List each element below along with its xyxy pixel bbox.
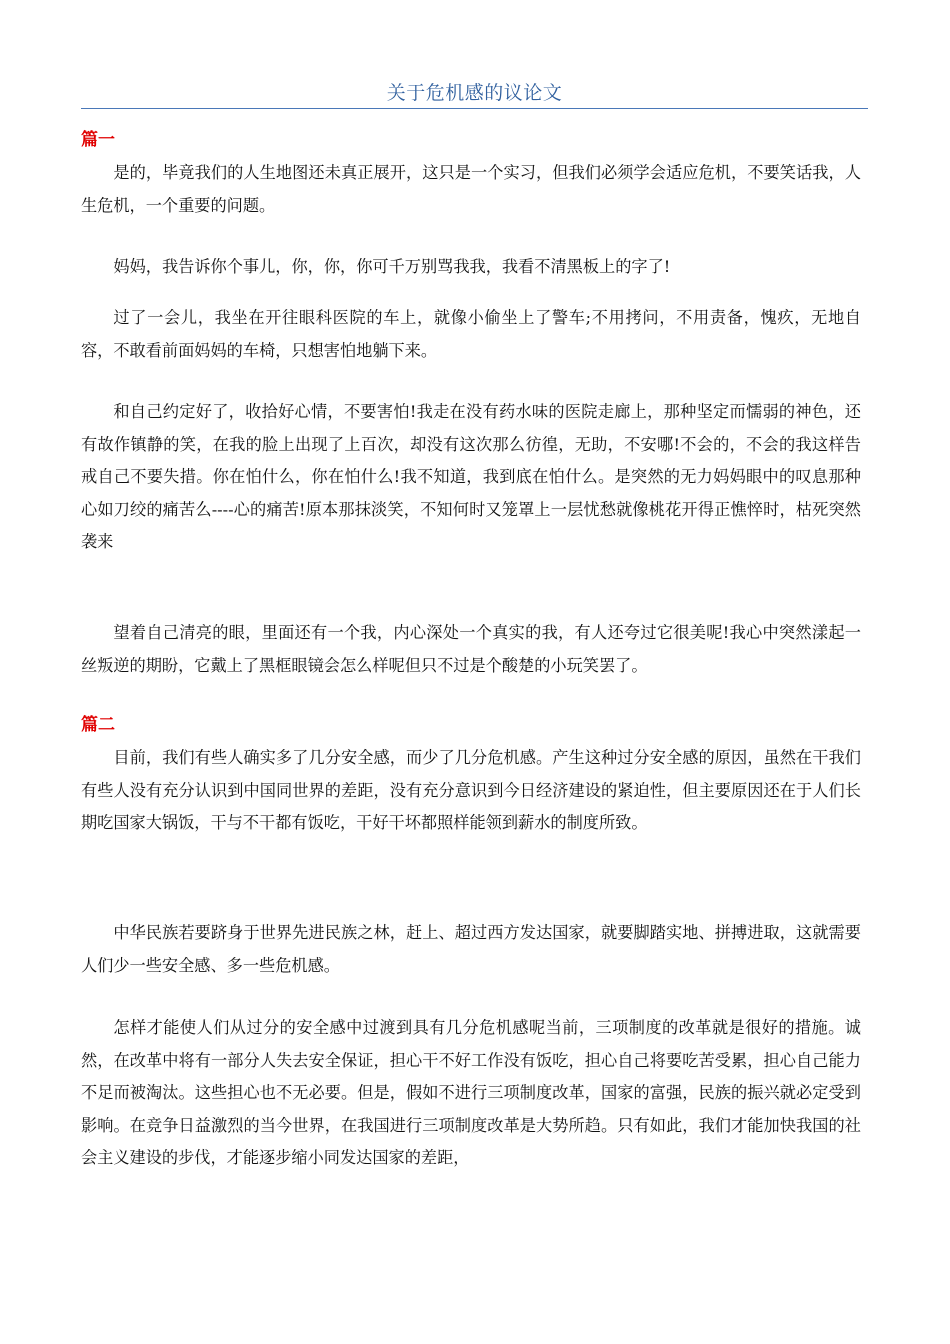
paragraph: 目前，我们有些人确实多了几分安全感，而少了几分危机感。产生这种过分安全感的原因，虽然在干我们有些人没有充分认识到中国同世界的差距，没有充分意识到今日经济建设的紧迫性，但主要原因还在于人们长期吃国家大锅饭，干与不干都有饭吃，干好干坏都照样能领到薪水的制度所致。 — [81, 748, 861, 832]
paragraph: 望着自己清亮的眼，里面还有一个我，内心深处一个真实的我，有人还夸过它很美呢!我心中突然漾起一丝叛逆的期盼，它戴上了黑框眼镜会怎么样呢但只不过是个酸楚的小玩笑罢了。 — [81, 623, 861, 675]
document-header — [81, 80, 868, 109]
paragraph: 妈妈，我告诉你个事儿，你，你，你可千万别骂我我，我看不清黑板上的字了! — [113, 257, 671, 276]
paragraph: 是的，毕竟我们的人生地图还未真正展开，这只是一个实习，但我们必须学会适应危机，不要笑话我，人生危机，一个重要的问题。 — [81, 163, 861, 215]
paragraph: 怎样才能使人们从过分的安全感中过渡到具有几分危机感呢当前，三项制度的改革就是很好的措施。诚然，在改革中将有一部分人失去安全保证，担心干不好工作没有饭吃，担心自己将要吃苦受累，担心自己能力不足而被淘汰。这些担心也不无必要。但是，假如不进行三项制度改革，国家的富强，民族的振兴就必定受到影响。在竞争日益激烈的当今世界，在我国进行三项制度改革是大势所趋。只有如此，我们才能加快我国的社会主义建设的步伐，才能逐步缩小同发达国家的差距， — [81, 1018, 861, 1167]
paragraph: 过了一会儿，我坐在开往眼科医院的车上，就像小偷坐上了警车;不用拷问，不用责备，愧疚，无地自容，不敢看前面妈妈的车椅，只想害怕地躺下来。 — [81, 308, 861, 360]
section-heading-1: 篇一 — [81, 130, 115, 150]
document-title: 关于危机感的议论文 — [386, 82, 563, 104]
paragraph: 和自己约定好了，收拾好心情，不要害怕!我走在没有药水味的医院走廊上，那种坚定而懦弱的神色，还有故作镇静的笑，在我的脸上出现了上百次，却没有这次那么彷徨，无助，不安哪!不会的，不会的我这样告戒自己不要失措。你在怕什么，你在怕什么!我不知道，我到底在怕什么。是突然的无力妈妈眼中的叹息那种心如刀绞的痛苦么----心的痛苦!原本那抹淡笑，不知何时又笼罩上一层忧愁就像桃花开得正憔悴时，枯死突然袭来 — [81, 402, 861, 551]
paragraph: 中华民族若要跻身于世界先进民族之林，赶上、超过西方发达国家，就要脚踏实地、拼搏进取，这就需要人们少一些安全感、多一些危机感。 — [81, 923, 861, 975]
section-heading-2: 篇二 — [81, 715, 115, 735]
